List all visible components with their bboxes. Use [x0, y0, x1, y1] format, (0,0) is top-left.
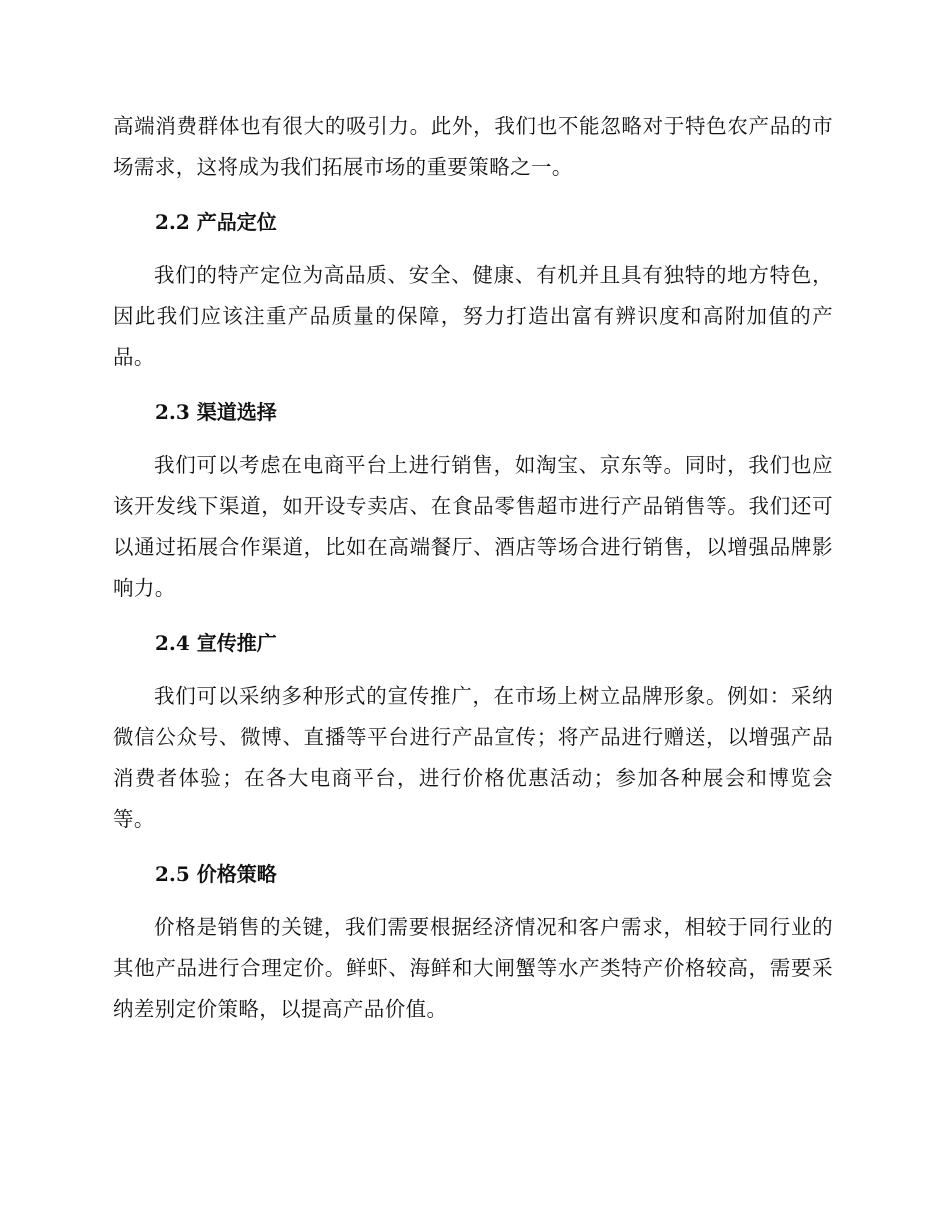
- section-paragraph-product-positioning: 我们的特产定位为高品质、安全、健康、有机并且具有独特的地方特色，因此我们应该注重产品质量的保障，努力打造出富有辨识度和高附加值的产品。: [113, 263, 833, 369]
- section-paragraph-channel-selection: 我们可以考虑在电商平台上进行销售，如淘宝、京东等。同时，我们也应该开发线下渠道，如开设专卖店、在食品零售超市进行产品销售等。我们还可以通过拓展合作渠道，比如在高端餐厅、酒店等场合进行销售，以增强品牌影响力。: [113, 453, 833, 600]
- section-paragraph-pricing-strategy: 价格是销售的关键，我们需要根据经济情况和客户需求，相较于同行业的其他产品进行合理定价。鲜虾、海鲜和大闸蟹等水产类特产价格较高，需要采纳差别定价策略，以提高产品价值。: [113, 915, 833, 1021]
- section-heading-promotion: 2.4 宣传推广: [155, 631, 277, 655]
- document-body: [113, 106, 833, 1030]
- section-heading-product-positioning: 2.2 产品定位: [155, 210, 277, 234]
- section-paragraph-promotion: 我们可以采纳多种形式的宣传推广，在市场上树立品牌形象。例如：采纳微信公众号、微博、直播等平台进行产品宣传；将产品进行赠送，以增强产品消费者体验；在各大电商平台，进行价格优惠活动；参加各种展会和博览会等。: [113, 684, 833, 831]
- intro-paragraph: 高端消费群体也有很大的吸引力。此外，我们也不能忽略对于特色农产品的市场需求，这将成为我们拓展市场的重要策略之一。: [113, 114, 833, 179]
- section-heading-pricing-strategy: 2.5 价格策略: [155, 862, 277, 886]
- section-heading-channel-selection: 2.3 渠道选择: [155, 400, 277, 424]
